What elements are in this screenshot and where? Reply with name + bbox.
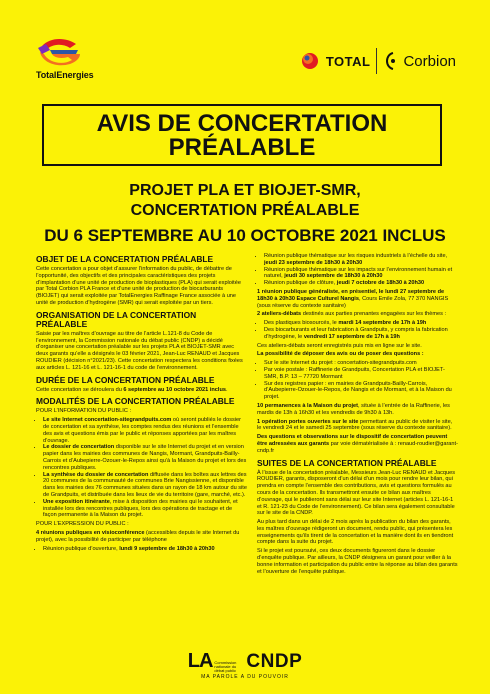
cndp-mark: CNDP	[246, 651, 303, 672]
list-item: • Des plastiques biosourcés, le mardi 14 septembre de 17h à 19h	[264, 320, 458, 327]
reunions-list	[36, 546, 247, 553]
organisation-title: ORGANISATION DE LA CONCERTATION PRÉALABLE	[36, 309, 197, 329]
portes-ouvertes-text: 1 opération portes ouvertes sur le site permettant au public de visiter le site, le vendredi 24 et le samedi 25 septembre (sous réserve du contexte sanitaire).	[257, 418, 453, 432]
organisation-text: Saisie par les maîtres d’ouvrage au titre de l’article L.121-8 du Code de l’environnement, la Commission nationale du débat public (CNDP) a décidé d’organiser une concertation préalable sur les projets PLA et BIOJET-SMR avec deux garants qu’elle a désignés le 03 février 2021, Jean-Luc RENAUD et Jacques ROUDIER (décision n°2021/23). Cette concertation respectera les conditions fixées aux articles L. 121-16 et L. 121-16-1 du code de l’environnement.	[36, 330, 243, 371]
list-item: • Par voie postale : Raffinerie de Grandpuits, Concertation PLA et BIOJET-SMR, B.P. 13 – 77720 Mormant	[264, 367, 458, 381]
logo-divider	[376, 48, 377, 74]
totalenergies-icon	[36, 38, 82, 68]
corbion-logo-icon	[383, 51, 397, 71]
reunions-list-continued	[257, 253, 458, 287]
expression-intro: POUR L’EXPRESSION DU PUBLIC :	[36, 521, 129, 528]
list-item: • Réunion publique thématique sur les impacts sur l’environnement humain et naturel, jeudi 30 septembre de 18h30 à 20h30	[264, 267, 458, 281]
list-item: • Des biocarburants et leur fabrication à Grandpuits, y compris la fabrication d’hydrogène, le vendredi 17 septembre de 17h à 19h	[264, 327, 458, 341]
permanences-text: 10 permanences à la Maison du projet, située à l’entrée de la Raffinerie, les mardis de 13h à 16h30 et les vendredis de 9h30 à 13h.	[257, 402, 450, 416]
la-subtitle: Commission nationale du débat public	[214, 660, 237, 673]
duree-text: Cette concertation se déroulera du 6 septembre au 10 octobre 2021 inclus.	[36, 386, 228, 393]
suites-text-1: À l’issue de la concertation préalable, Messieurs Jean-Luc RENAUD et Jacques ROUDIER, garants, disposeront d’un délai d’un mois pour rendre leur bilan, qui prendra en compte l’ensemble des contributions, avis et questions formulés au cours de la concertation. Ils transmettront ensuite ce bilan aux maîtres d’ouvrage, qui le publieront sans délai sur leur site Internet (articles L. 121-16-1 et R. 121-23 du Code de l’environnement). Ce bilan sera également consultable sur le site de la CNDP.	[257, 469, 456, 517]
right-column	[257, 251, 458, 577]
list-item: • Réunion publique d’ouverture, lundi 9 septembre de 18h30 à 20h30	[43, 546, 247, 553]
ateliers-text: 2 ateliers-débats destinés aux parties prenantes engagées sur les thèmes :	[257, 311, 447, 318]
information-intro: POUR L’INFORMATION DU PUBLIC :	[36, 408, 132, 415]
list-item: • La synthèse du dossier de concertation diffusée dans les boîtes aux lettres des 20 communes de la communauté de communes Brie Nangissienne, et disponible dans les mairies des 76 communes situées dans un rayon de 18 km autour du site de Grandpuits, et distribuée dans les lieux de vie du territoire (gare, marché, etc.).	[43, 472, 247, 499]
cndp-tagline: MA PAROLE A DU POUVOIR	[201, 674, 289, 680]
possibilite-title: La possibilité de déposer des avis ou de poser des questions :	[257, 351, 424, 358]
left-column	[36, 251, 247, 554]
la-logo	[188, 650, 237, 673]
corbion-word: Corbion	[403, 52, 456, 70]
totalenergies-logo	[36, 38, 106, 80]
list-item: • Sur des registres papier : en mairies de Grandpuits-Bailly-Carrois, d’Aubepierre-Ozouer-le-Repos, de Nangis et de Mormant, et à la Maison du projet.	[264, 381, 458, 401]
information-list	[36, 417, 247, 519]
list-item: • Réunion publique de clôture, jeudi 7 octobre de 18h30 à 20h30	[264, 280, 458, 287]
main-title-line1: AVIS DE CONCERTATION	[96, 110, 388, 137]
possibilite-list	[257, 360, 458, 401]
list-item: • Sur le site Internet du projet : concertation-sitegrandpuits.com	[264, 360, 458, 367]
list-item: • Le dossier de concertation disponible sur le site Internet du projet et en version papier dans les mairies des communes de Nangis, Mormant, Grandpuits-Bailly-Carrois et d’Aubepierre-Ozouer-le-Repos ainsi qu’à la Maison du projet et lors des rencontres publiques.	[43, 444, 247, 471]
ateliers-note: Ces ateliers-débats seront enregistrés puis mis en ligne sur le site.	[257, 342, 422, 349]
la-mark: LA	[187, 650, 213, 672]
totalenergies-name: TotalEnergies	[36, 70, 94, 80]
garants-contact-text: Des questions et observations sur le dispositif de concertation peuvent être adressées aux garants par voie dématérialisée à : renaud-roudier@garant-cndp.fr	[257, 434, 458, 454]
list-item: • Le site Internet concertation-sitegrandpuits.com où seront publiés le dossier de concertation et sa synthèse, les comptes rendus des réunions et l’ensemble des avis et questions émis par le public et réponses apportées par les maîtres d’ouvrage.	[43, 417, 247, 444]
objet-title: OBJET DE LA CONCERTATION PRÉALABLE	[36, 254, 214, 264]
main-title-box	[42, 104, 442, 166]
total-corbion-logo	[300, 48, 456, 74]
list-item: • Réunion publique thématique sur les risques industriels à l’échelle du site, jeudi 23 septembre de 18h30 à 20h30	[264, 253, 458, 267]
suites-text-3: Si le projet est poursuivi, ces deux documents figureront dans le dossier d’enquête publique. Par ailleurs, la CNDP désignera un garant pour veiller à la bonne information et participation du public entre la réponse au bilan des garants et l’ouverture de l’enquête publique.	[257, 548, 458, 575]
suites-title: SUITES DE LA CONCERTATION PRÉALABLE	[257, 457, 437, 468]
objet-text: Cette concertation a pour objet d’assurer l’information du public, de débattre de l’opportunité, des objectifs et des principales caractéristiques des projets d’implantation d’une unité de production de bioplastiques (PLA) qui serait exploitée par Total Corbion PLA France et d’une unité de production de biocarburants (BIOJET) qui serait exploitée par TotalEnergies Raffinage France associée à une unité de production d’hydrogène (SMR) qui serait exploitée par un tiers.	[36, 266, 241, 306]
ateliers-list	[257, 320, 458, 340]
modalites-title: MODALITÉS DE LA CONCERTATION PRÉALABLE	[36, 396, 235, 407]
suites-text-2: Au plus tard dans un délai de 2 mois après la publication du bilan des garants, les maîtres d’ouvrage rédigeront un document, rendu public, qui présentera les enseignements qu’ils tirent de la concertation et la manière dont ils en tiendront compte dans la suite du projet.	[257, 519, 454, 546]
duree-title: DURÉE DE LA CONCERTATION PRÉALABLE	[36, 374, 215, 385]
presentiel-text: 1 réunion publique généraliste, en présentiel, le lundi 27 septembre de 18h30 à 20h30 Espace Culturel Nangis, Cours Emile Zola, 77 370 NANGIS (sous réserve du contexte sanitaire)	[257, 288, 449, 309]
list-item: • Une exposition itinérante, mise à disposition des mairies qui le souhaitent, et installée lors des rencontres publiques, lors des opérations de tractage et de façon permanente à la Maison du projet.	[43, 499, 247, 519]
main-title-line2: PRÉALABLE	[168, 134, 316, 161]
total-logo-icon	[300, 51, 320, 71]
expression-text: 4 réunions publiques en visioconférence (accessibles depuis le site Internet du projet), avec la possibilité de participer par téléphone	[36, 529, 240, 543]
total-word: TOTAL	[325, 53, 371, 69]
subtitle-line1: PROJET PLA ET BIOJET-SMR,	[129, 182, 361, 199]
cndp-logo	[0, 650, 490, 673]
subtitle-line2: CONCERTATION PRÉALABLE	[130, 202, 360, 219]
footer	[0, 650, 490, 680]
subtitle-dates: DU 6 SEPTEMBRE AU 10 OCTOBRE 2021 INCLUS	[44, 226, 446, 245]
